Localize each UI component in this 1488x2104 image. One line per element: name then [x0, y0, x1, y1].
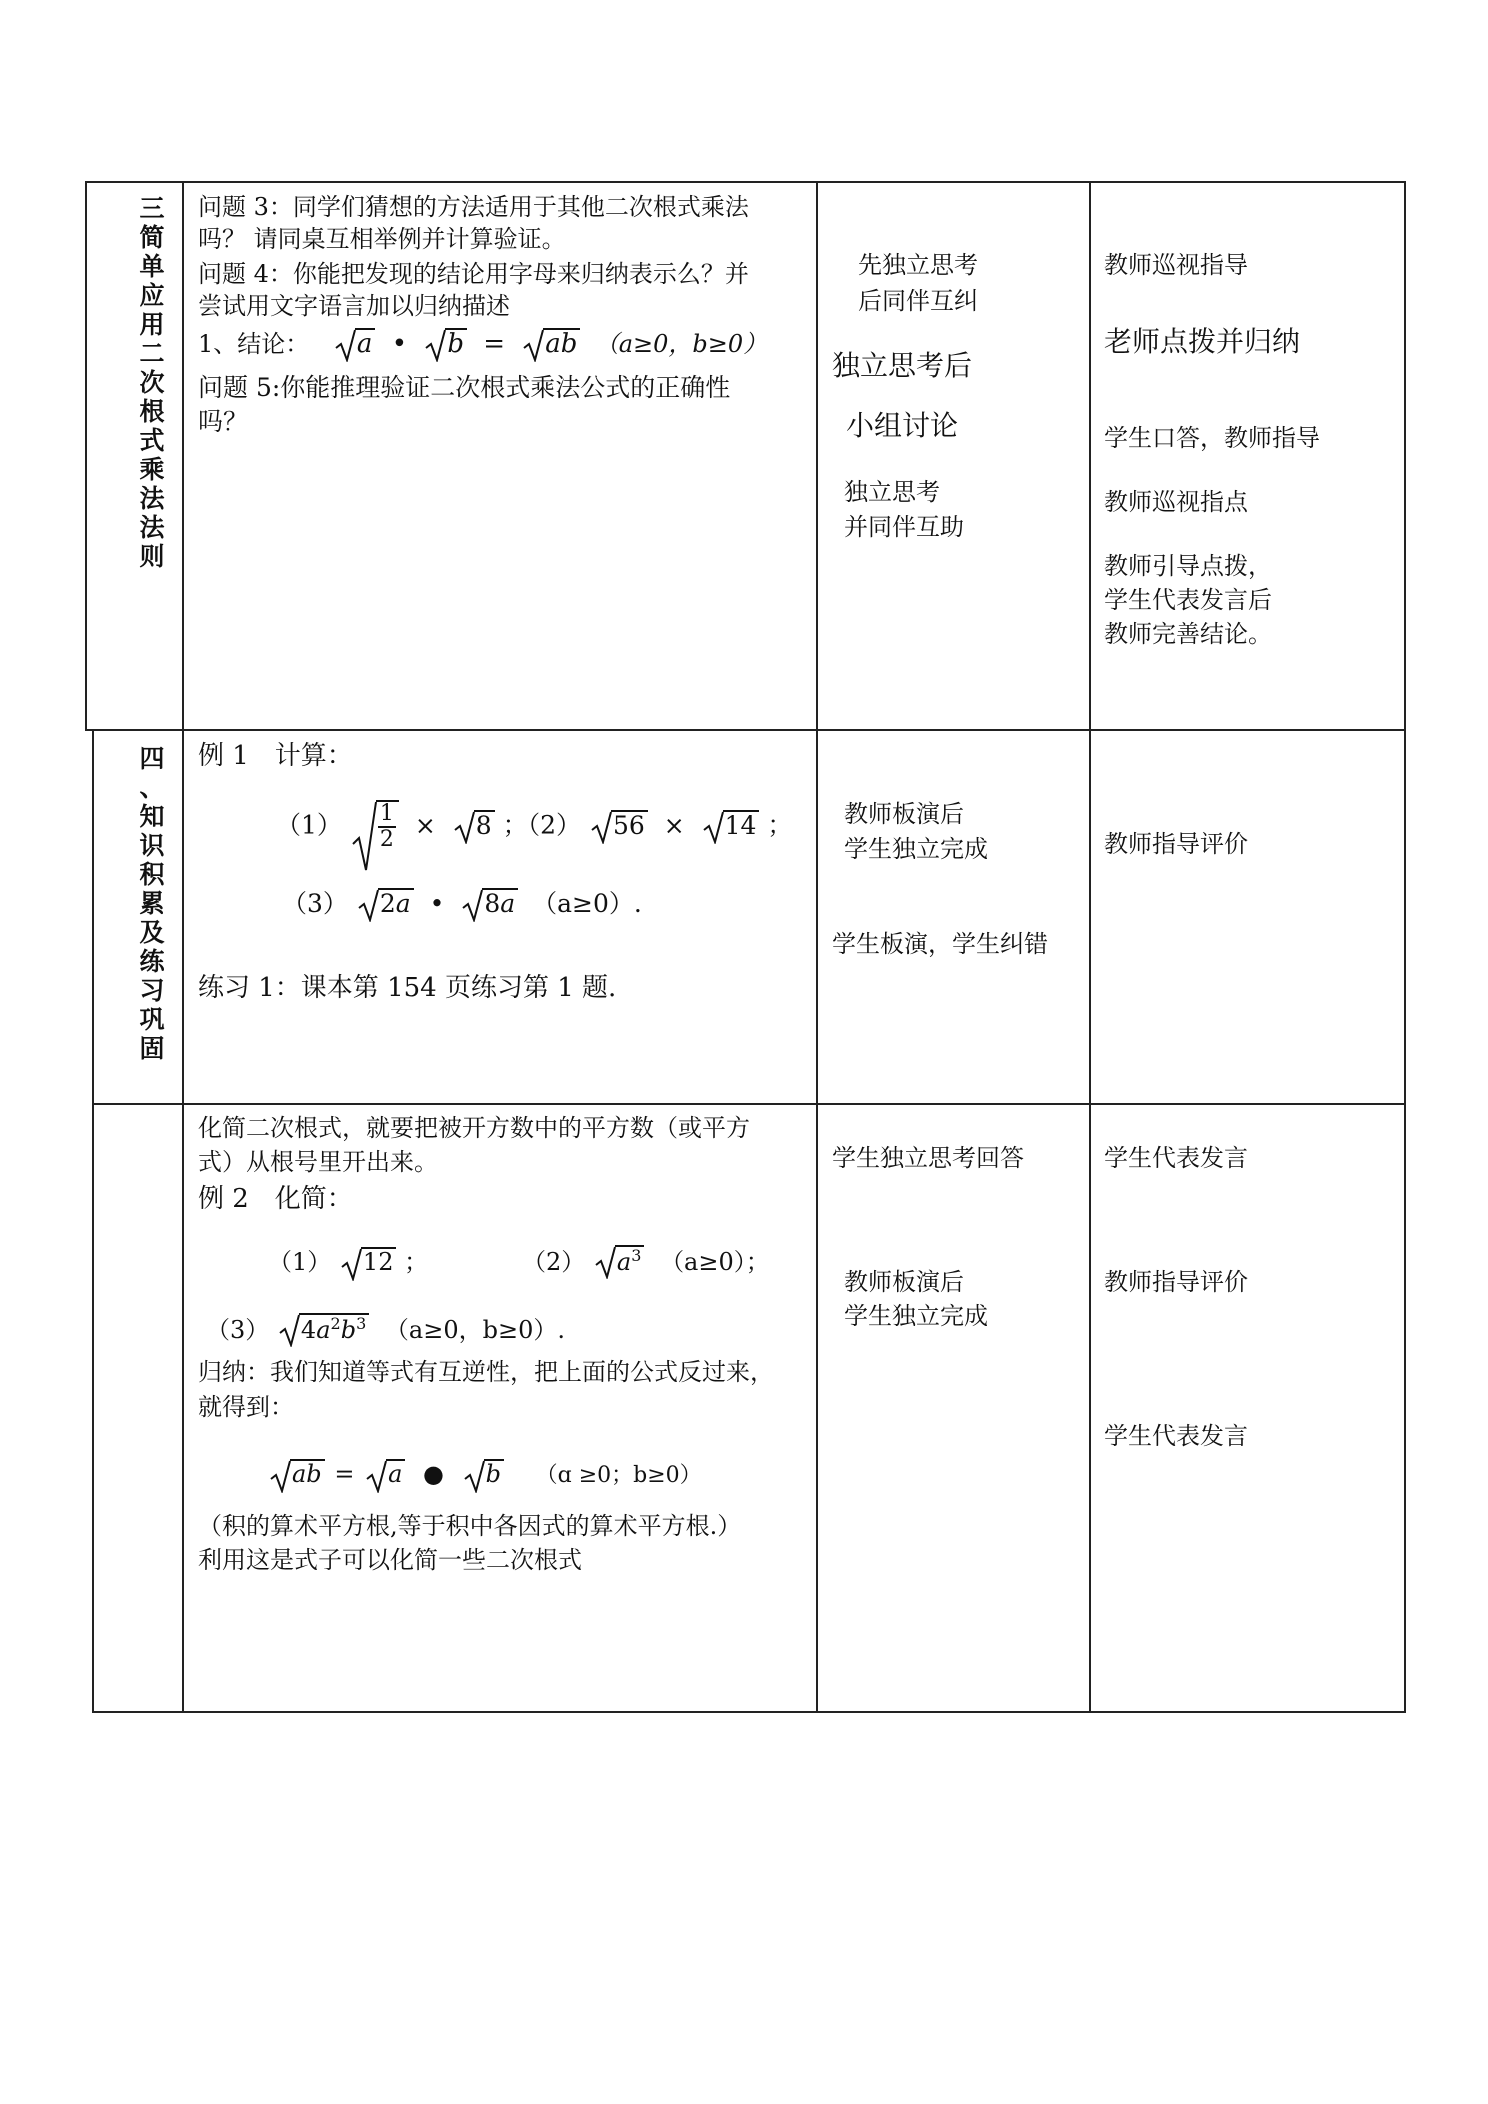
r1-teacher-0: 教师巡视指导	[1104, 251, 1248, 279]
summary-line2: 就得到：	[198, 1393, 294, 1421]
sqrt-56: 56	[591, 810, 648, 840]
example1-item-3: （3） 2a • 8a （a≥0）.	[282, 889, 642, 918]
conclusion-formula	[198, 324, 767, 359]
sqrt-b: b	[464, 1459, 504, 1488]
r1-teacher-4: 教师引导点拨，	[1104, 552, 1272, 580]
r3-student-0: 学生独立思考回答	[832, 1144, 1024, 1172]
row2-section-title: 四 、 知 识 积 累 及 练 习 巩 固	[139, 744, 165, 1063]
r1-student-5: 并同伴互助	[844, 513, 964, 541]
r3-student-1: 教师板演后	[844, 1268, 964, 1296]
col3-divider	[1089, 181, 1091, 1713]
sqrt-8a: 8a	[462, 888, 518, 918]
sqrt-one-half: $\frac{1}{2}$	[352, 800, 399, 852]
reverse-formula: ab = a ● b （ɑ ≥0；b≥0）	[268, 1458, 702, 1489]
conclusion-label: 1、结论：	[198, 330, 310, 358]
left-border	[92, 729, 94, 1713]
q5-line2: 吗？	[198, 407, 249, 436]
r1-student-1: 后同伴互纠	[858, 287, 978, 315]
r1-student-2: 独立思考后	[832, 349, 973, 382]
r2-student-1: 学生独立完成	[844, 835, 988, 863]
row1-bottom-border	[85, 729, 1406, 731]
r1-student-3: 小组讨论	[846, 409, 959, 442]
ex1-item3-condition: （a≥0）.	[532, 889, 642, 918]
r3-teacher-1: 教师指导评价	[1104, 1268, 1248, 1296]
ex2-item2-condition: （a≥0）；	[660, 1248, 770, 1276]
r1-student-0: 先独立思考	[858, 251, 978, 279]
sqrt-4a2b3: $4a^2b^3$	[279, 1313, 369, 1344]
r3-teacher-2: 学生代表发言	[1104, 1422, 1248, 1450]
sqrt-14: 14	[703, 810, 760, 840]
ex1-item2-label: ；（2）	[502, 810, 581, 840]
q4-line2: 尝试用文字语言加以归纳描述	[198, 292, 510, 320]
q3-line2: 吗？ 请同桌互相举例并计算验证。	[198, 225, 566, 253]
ex2-item1-label: （1）	[268, 1248, 332, 1276]
r3-teacher-0: 学生代表发言	[1104, 1144, 1248, 1172]
r1-teacher-5: 学生代表发言后	[1104, 586, 1272, 614]
q4-line1: 问题 4：你能把发现的结论用字母来归纳表示么？并	[198, 260, 749, 288]
ex2-item2-label: （2）	[522, 1248, 586, 1276]
example2-item2	[522, 1242, 770, 1277]
row3-bottom-border	[92, 1711, 1406, 1713]
sqrt-a: a	[366, 1459, 405, 1488]
row1-top-border	[85, 181, 1406, 183]
example2-item3	[206, 1310, 565, 1345]
r2-student-2: 学生板演，学生纠错	[832, 930, 1048, 958]
sqrt-12: 12	[341, 1247, 397, 1276]
ex1-item1-label: （1）	[276, 810, 342, 840]
example2-item1	[268, 1242, 428, 1277]
sqrt-a-cubed: $a^3$	[595, 1245, 645, 1276]
r1-teacher-6: 教师完善结论。	[1104, 620, 1272, 648]
row3-intro-line1: 化简二次根式，就要把被开方数中的平方数（或平方	[198, 1114, 750, 1142]
col2-divider	[816, 181, 818, 1713]
col1-divider	[182, 181, 184, 1713]
use: 利用这是式子可以化简一些二次根式	[198, 1546, 582, 1574]
summary-line1: 归纳：我们知道等式有互逆性，把上面的公式反过来，	[198, 1358, 774, 1386]
sqrt-a-times-sqrt-b-equals-sqrt-ab: a • b = ab	[333, 329, 589, 359]
r1-student-4: 独立思考	[844, 478, 940, 506]
ex2-item3-condition: （a≥0，b≥0）.	[384, 1316, 565, 1344]
ex1-item3-label: （3）	[282, 889, 348, 918]
sqrt-ab: ab	[270, 1459, 325, 1488]
r2-teacher-0: 教师指导评价	[1104, 830, 1248, 858]
r1-teacher-2: 学生口答，教师指导	[1104, 424, 1320, 452]
exercise1: 练习 1：课本第 154 页练习第 1 题.	[198, 973, 617, 1003]
row3-intro-line2: 式）从根号里开出来。	[198, 1148, 438, 1176]
q3-line1: 问题 3：同学们猜想的方法适用于其他二次根式乘法	[198, 193, 749, 221]
reverse-formula-condition: （ɑ ≥0；b≥0）	[535, 1463, 702, 1488]
row1-left-border	[85, 181, 87, 731]
note: （积的算术平方根,等于积中各因式的算术平方根.）	[198, 1512, 742, 1540]
sqrt-8: 8	[454, 810, 495, 840]
ex2-item1-end: ；	[404, 1248, 429, 1276]
r1-teacher-3: 教师巡视指点	[1104, 488, 1248, 516]
example1-title: 例 1 计算：	[198, 741, 353, 771]
right-border	[1404, 181, 1406, 1713]
ex2-item3-label: （3）	[206, 1316, 270, 1344]
sqrt-2a: 2a	[358, 888, 414, 918]
row2-bottom-border	[92, 1103, 1406, 1105]
example1-items-1-2: （1） $\frac{1}{2}$ × 8 ；（2） 56 × 14 ；	[276, 800, 792, 852]
q5-line1: 问题 5:你能推理验证二次根式乘法公式的正确性	[198, 373, 731, 402]
row1-section-title: 三 简 单 应 用 二 次 根 式 乘 法 法 则	[139, 194, 165, 571]
r2-student-0: 教师板演后	[844, 800, 964, 828]
conclusion-condition: （a≥0，b≥0）	[594, 330, 768, 358]
r3-student-2: 学生独立完成	[844, 1302, 988, 1330]
r1-teacher-1: 老师点拨并归纳	[1104, 325, 1301, 358]
example2-title: 例 2 化简：	[198, 1184, 353, 1214]
ex1-item2-end: ；	[767, 810, 793, 840]
